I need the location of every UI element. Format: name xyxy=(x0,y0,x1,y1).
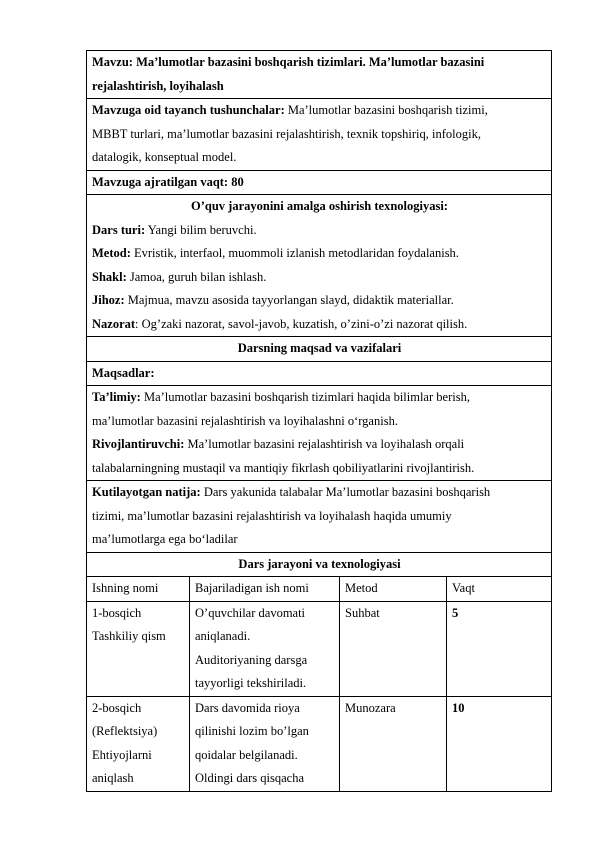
column-header-method: Metod xyxy=(340,577,447,602)
work-cell xyxy=(190,601,340,696)
educational-text-1: Ma’lumotlar bazasini boshqarish tizimlari haqida bilimlar berish, xyxy=(140,390,470,404)
lesson-type-value: Yangi bilim beruvchi. xyxy=(145,222,257,237)
developmental-text-2: talabalarningning mustaqil va mantiqiy fikrlash qobiliyatlarini rivojlantirish. xyxy=(92,460,475,475)
stage-line: aniqlash xyxy=(92,771,134,785)
table-row xyxy=(87,696,552,791)
topic-line-1: Mavzu: Ma’lumotlar bazasini boshqarish tizimlari. Ma’lumotlar bazasini xyxy=(92,55,485,69)
goals-heading-row xyxy=(87,337,552,362)
process-heading-row xyxy=(87,552,552,577)
work-line: qoidalar belgilanadi. xyxy=(195,747,298,762)
goals-heading: Darsning maqsad va vazifalari xyxy=(87,337,552,362)
result-text-2: tizimi, ma’lumotlar bazasini rejalashtirish va loyihalash haqida umumiy xyxy=(92,508,452,523)
process-header-row xyxy=(87,577,552,602)
time-value-cell: 5 xyxy=(447,601,552,696)
work-line: Dars davomida rioya xyxy=(195,700,300,715)
process-heading: Dars jarayoni va texnologiyasi xyxy=(87,552,552,577)
topic-line-2: rejalashtirish, loyihalash xyxy=(92,78,224,93)
educational-text-2: ma’lumotlar bazasini rejalashtirish va loyihalashni o‘rganish. xyxy=(92,413,398,428)
concepts-text-2: MBBT turlari, ma’lumotlar bazasini rejalashtirish, texnik topshiriq, infologik, xyxy=(92,126,481,141)
work-line: Oldingi dars qisqacha xyxy=(195,771,305,785)
technology-row xyxy=(87,195,552,337)
lesson-type-label: Dars turi: xyxy=(92,222,146,237)
result-text-3: ma’lumotlarga ega bo‘ladilar xyxy=(92,532,238,546)
form-value: Jamoa, guruh bilan ishlash. xyxy=(126,269,267,284)
work-line: tayyorligi tekshiriladi. xyxy=(195,676,307,690)
method-cell: Suhbat xyxy=(340,601,447,696)
concepts-cell xyxy=(87,99,552,171)
time-row xyxy=(87,170,552,195)
goals-detail-row xyxy=(87,386,552,481)
method-label: Metod: xyxy=(92,246,131,260)
concepts-label: Mavzuga oid tayanch tushunchalar: xyxy=(92,103,285,117)
equipment-value: Majmua, mavzu asosida tayyorlangan slayd, didaktik materiallar. xyxy=(124,293,454,307)
stage-line: Ehtiyojlarni xyxy=(92,747,152,762)
work-line: O’quvchilar davomati xyxy=(195,605,306,620)
column-header-stage: Ishning nomi xyxy=(87,577,190,602)
result-label: Kutilayotgan natija: xyxy=(92,485,201,499)
document-page xyxy=(86,50,551,792)
goals-label-row xyxy=(87,361,552,386)
result-row xyxy=(87,481,552,553)
control-label: Nazorat xyxy=(92,316,136,331)
work-line: qilinishi lozim bo’lgan xyxy=(195,724,309,738)
stage-line: 2-bosqich xyxy=(92,700,142,715)
topic-row xyxy=(87,51,552,99)
stage-line: 1-bosqich xyxy=(92,605,142,620)
stage-line: (Reflektsiya) xyxy=(92,724,158,738)
form-label: Shakl: xyxy=(92,269,127,284)
equipment-label: Jihoz: xyxy=(92,293,125,307)
time-value-cell: 10 xyxy=(447,696,552,791)
control-value: : Og’zaki nazorat, savol-javob, kuzatish, o’zini-o’zi nazorat qilish. xyxy=(135,316,468,331)
column-header-work: Bajariladigan ish nomi xyxy=(190,577,340,602)
concepts-text-3: datalogik, konseptual model. xyxy=(92,150,237,164)
work-line: Auditoriyaning darsga xyxy=(195,652,308,667)
developmental-label: Rivojlantiruvchi: xyxy=(92,437,185,451)
technology-cell xyxy=(87,195,552,337)
work-cell xyxy=(190,696,340,791)
time-cell: Mavzuga ajratilgan vaqt: 80 xyxy=(87,170,552,195)
topic-cell xyxy=(87,51,552,99)
goals-detail-cell xyxy=(87,386,552,481)
work-line: aniqlanadi. xyxy=(195,629,251,643)
educational-label: Ta’limiy: xyxy=(92,390,141,404)
concepts-row xyxy=(87,99,552,171)
developmental-text-1: Ma’lumotlar bazasini rejalashtirish va loyihalash orqali xyxy=(184,437,465,451)
table-row xyxy=(87,601,552,696)
result-text-1: Dars yakunida talabalar Ma’lumotlar bazasini boshqarish xyxy=(200,485,491,499)
method-cell: Munozara xyxy=(340,696,447,791)
stage-cell xyxy=(87,601,190,696)
column-header-time: Vaqt xyxy=(447,577,552,602)
technology-heading: O’quv jarayonini amalga oshirish texnologiyasi: xyxy=(191,199,448,213)
concepts-text-1: Ma’lumotlar bazasini boshqarish tizimi, xyxy=(284,103,488,117)
stage-cell xyxy=(87,696,190,791)
lesson-plan-table xyxy=(86,50,552,792)
goals-label: Maqsadlar: xyxy=(87,361,552,386)
method-value: Evristik, interfaol, muommoli izlanish metodlaridan foydalanish. xyxy=(130,246,459,260)
result-cell xyxy=(87,481,552,553)
stage-line: Tashkiliy qism xyxy=(92,629,166,643)
